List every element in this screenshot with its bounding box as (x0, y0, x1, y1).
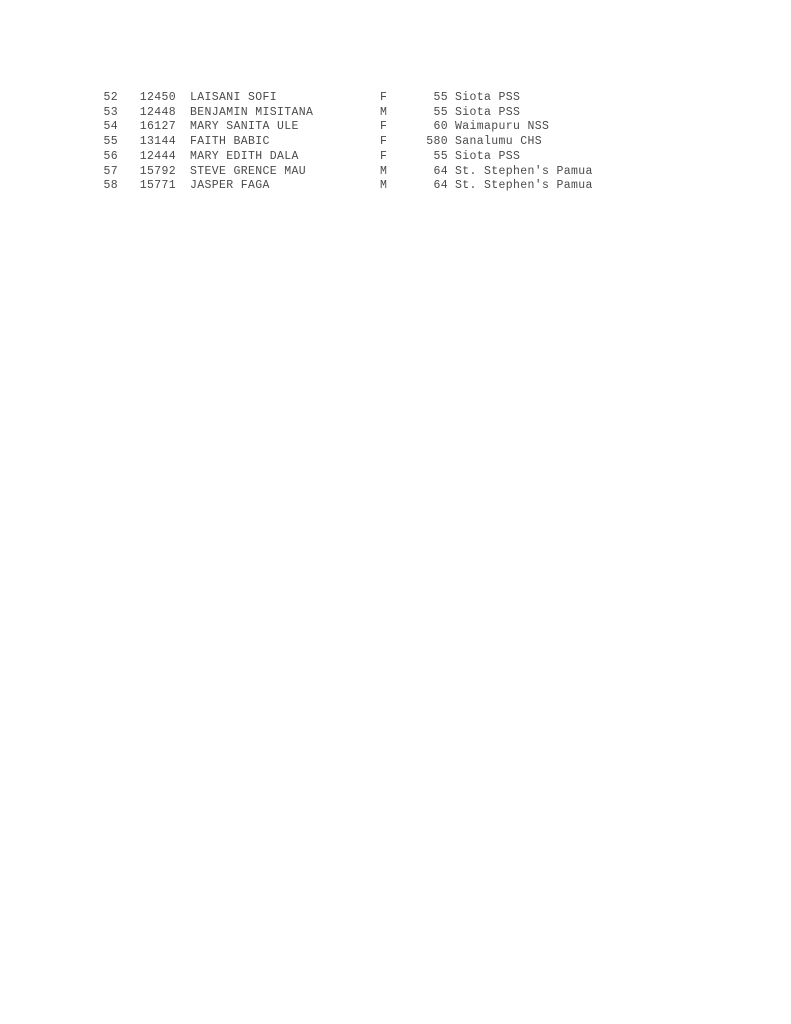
candidate-name: LAISANI SOFI (190, 91, 278, 104)
candidate-school: Siota PSS (455, 91, 521, 104)
candidate-score: 55 (433, 105, 448, 119)
candidate-code: 15792 (139, 164, 176, 178)
candidate-name: JASPER FAGA (190, 179, 270, 193)
candidate-sex: M (380, 105, 388, 119)
candidate-sex: F (380, 91, 388, 104)
candidate-school: St. Stephen's Pamua (455, 164, 593, 178)
row-number: 54 (103, 120, 118, 134)
candidate-school: Siota PSS (455, 149, 521, 163)
candidate-name: MARY EDITH DALA (190, 149, 299, 163)
candidate-score: 64 (433, 164, 448, 178)
table-row (88, 135, 593, 150)
table-row (88, 179, 593, 194)
candidate-sex: F (380, 120, 388, 134)
candidate-score: 64 (433, 179, 448, 193)
candidate-code: 12444 (139, 149, 176, 163)
candidate-code: 16127 (139, 120, 176, 134)
candidate-school: Sanalumu CHS (455, 135, 543, 149)
candidate-code: 13144 (139, 135, 176, 149)
candidate-sex: F (380, 149, 388, 163)
table-row (88, 106, 593, 121)
candidate-name: FAITH BABIC (190, 135, 270, 149)
candidate-code: 15771 (139, 179, 176, 193)
candidate-code: 12450 (139, 91, 176, 104)
row-number: 58 (103, 179, 118, 193)
candidate-score: 60 (433, 120, 448, 134)
candidate-listing-table (88, 91, 593, 194)
table-row (88, 91, 593, 106)
table-row (88, 150, 593, 165)
candidate-sex: F (380, 135, 388, 149)
row-number: 53 (103, 105, 118, 119)
candidate-school: Waimapuru NSS (455, 120, 550, 134)
candidate-sex: M (380, 164, 388, 178)
row-number: 52 (103, 91, 118, 104)
candidate-score: 55 (433, 149, 448, 163)
candidate-score: 580 (426, 135, 448, 149)
row-number: 57 (103, 164, 118, 178)
candidate-school: Siota PSS (455, 105, 521, 119)
candidate-school: St. Stephen's Pamua (455, 179, 593, 193)
candidate-sex: M (380, 179, 388, 193)
candidate-name: BENJAMIN MISITANA (190, 105, 314, 119)
table-row (88, 165, 593, 180)
row-number: 56 (103, 149, 118, 163)
candidate-code: 12448 (139, 105, 176, 119)
row-number: 55 (103, 135, 118, 149)
candidate-name: STEVE GRENCE MAU (190, 164, 307, 178)
candidate-score: 55 (433, 91, 448, 104)
candidate-name: MARY SANITA ULE (190, 120, 299, 134)
table-row (88, 120, 593, 135)
